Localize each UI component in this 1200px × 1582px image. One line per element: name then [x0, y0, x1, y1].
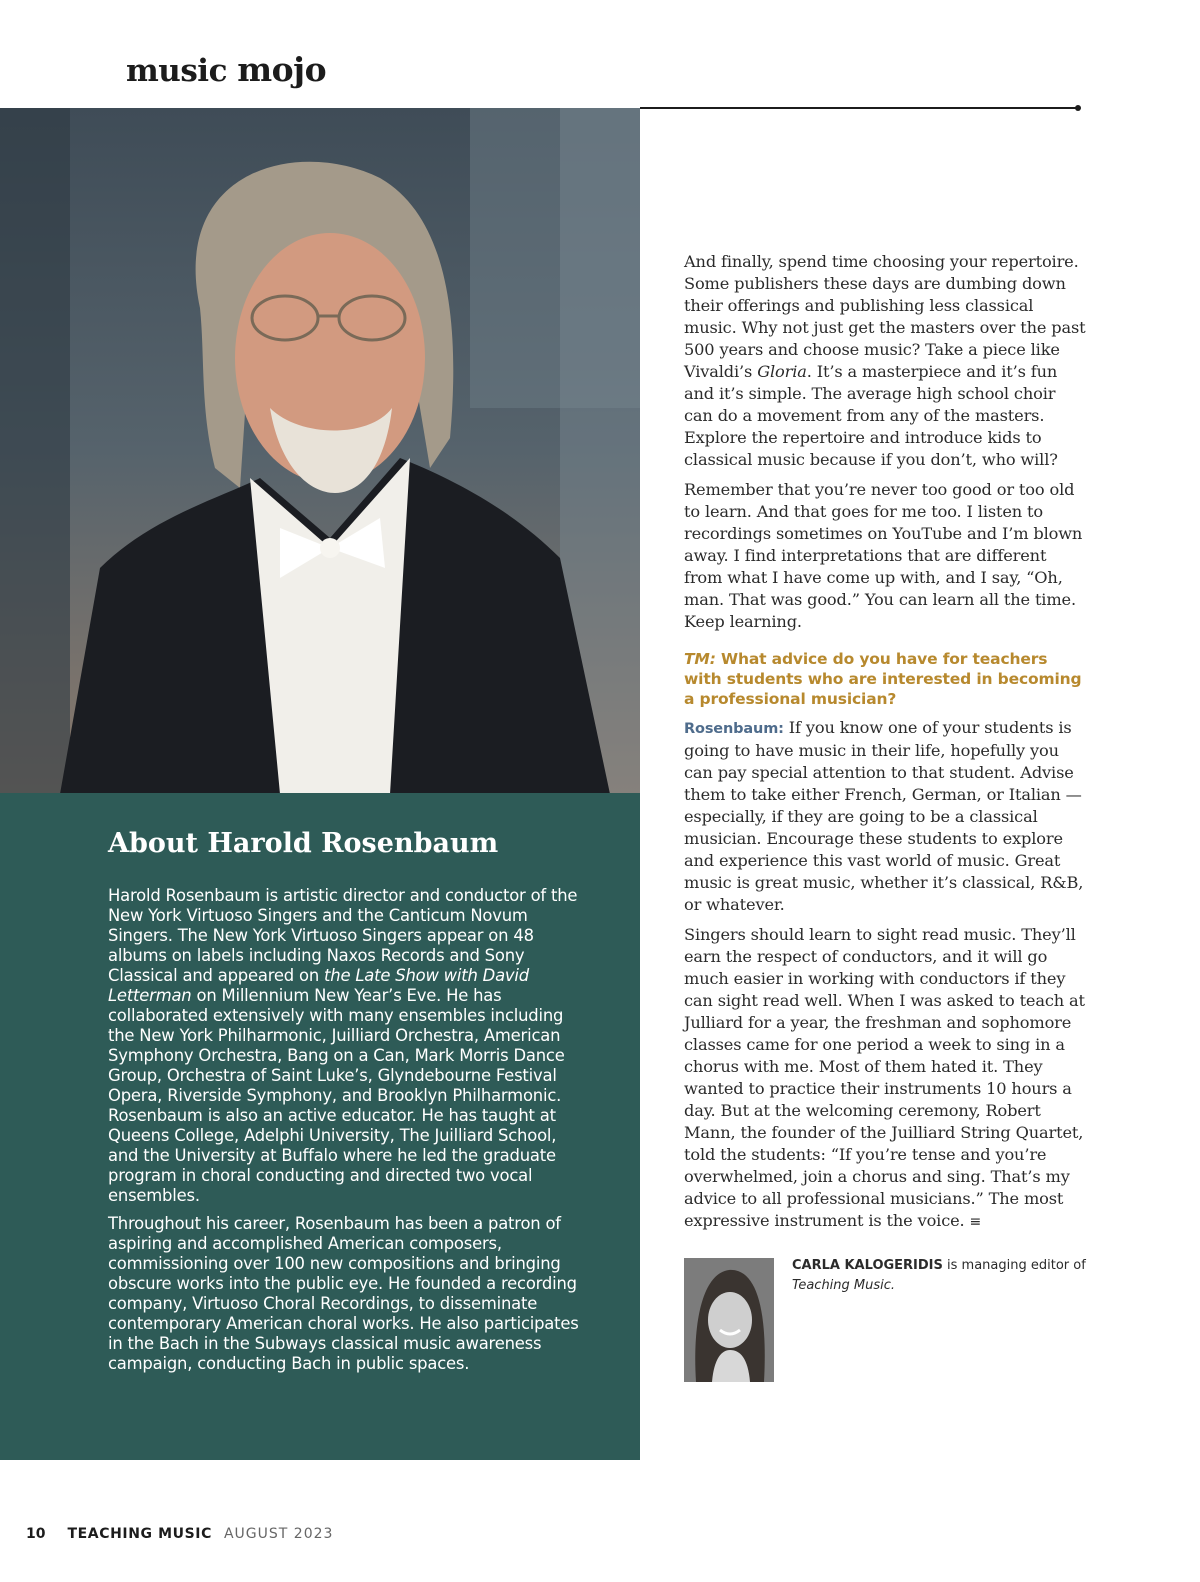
- interview-question: [684, 649, 1086, 709]
- masthead-logo: [126, 50, 326, 89]
- portrait-photo: [0, 108, 640, 794]
- author-bio: [792, 1256, 1092, 1296]
- masthead-part1: music: [126, 53, 238, 89]
- article-p1-a: And finally, spend time choosing your repertoire. Some publishers these days are dumbing down their offerings and publishing less classical music. Why not just get the masters over the past 500 years and choose music? Take a piece like Vivaldi’s: [684, 252, 1086, 381]
- masthead-part2: mojo: [237, 50, 327, 89]
- question-text: What advice do you have for teachers with students who are interested in becoming a professional musician?: [684, 650, 1082, 708]
- author-name: CARLA KALOGERIDIS: [792, 1258, 943, 1273]
- author-publication: Teaching Music.: [792, 1278, 896, 1293]
- about-p1-a: Harold Rosenbaum is artistic director and conductor of the New York Virtuoso Singers and the Canticum Novum Singers. The New York Virtuoso Singers appear on 48 albums on labels including Naxos Records and Sony Classical and appeared on: [108, 886, 578, 985]
- about-paragraph-2: Throughout his career, Rosenbaum has been a patron of aspiring and accomplished American composers, commissioning over 100 new compositions and bringing obscure works into the public eye. He founded a recording company, Virtuoso Choral Recordings, to disseminate contemporary American choral works. He also participates in the Bach in the Subways classical music awareness campaign, conducting Bach in public spaces.: [108, 1214, 579, 1373]
- p4-text: Singers should learn to sight read music. They’ll earn the respect of conductors, and it will go much easier in working with conductors if they can sight read well. When I was asked to teach at Julliard for a year, the freshman and sophomore classes came for one period a week to sing in a chorus with me. Most of them hated it. They wanted to practice their instruments 10 hours a day. But at the welcoming ceremony, Robert Mann, the founder of the Juilliard String Quartet, told the students: “If you’re tense and you’re overwhelmed, join a chorus and sing. That’s my advice to all professional musicians.” The most expressive instrument is the voice.: [684, 925, 1085, 1230]
- end-mark-icon: ≡: [969, 1214, 982, 1230]
- page-footer: [26, 1526, 333, 1542]
- speaker-label: Rosenbaum:: [684, 721, 784, 737]
- about-text: [108, 886, 583, 1382]
- about-title: About Harold Rosenbaum: [108, 828, 499, 859]
- rule-dot: [1075, 105, 1081, 111]
- article-paragraph-2: Remember that you’re never too good or too old to learn. And that goes for me too. I listen to recordings sometimes on YouTube and I’m blown away. I find interpretations that are different from what I have come up with, and I say, “Oh, man. That was good.” You can learn all the time. Keep learning.: [684, 480, 1083, 631]
- issue-date: AUGUST 2023: [223, 1526, 334, 1542]
- article-p1-em: Gloria: [757, 362, 807, 381]
- article-paragraph-4: [684, 924, 1086, 1233]
- about-p1-b: on Millennium New Year’s Eve. He has collaborated extensively with many ensembles including the New York Philharmonic, Juilliard Orchestra, American Symphony Orchestra, Bang on a Can, Mark Morris Dance Group, Orchestra of Saint Luke’s, Glyndebourne Festival Opera, Riverside Symphony, and Brooklyn Philharmonic. Rosenbaum is also an active educator. He has taught at Queens College, Adelphi University, The Juilliard School, and the University at Buffalo where he led the graduate program in choral conducting and directed two vocal ensembles.: [108, 986, 565, 1205]
- top-rule: [640, 107, 1078, 109]
- article-p1-b: . It’s a masterpiece and it’s fun and it’s simple. The average high school choir can do a movement from any of the masters. Explore the repertoire and introduce kids to classical music because if you don’t, who will?: [684, 362, 1058, 469]
- article-body: [684, 251, 1086, 1241]
- author-bio-text: is managing editor of: [942, 1258, 1086, 1273]
- about-paragraph-1: [108, 886, 583, 1206]
- article-paragraph-3: [684, 717, 1086, 916]
- article-paragraph-1: [684, 251, 1086, 471]
- page-number: 10: [26, 1526, 46, 1542]
- author-photo: [684, 1258, 774, 1382]
- question-prefix: TM:: [684, 650, 716, 668]
- about-p1-em: the Late Show with David Letterman: [108, 966, 529, 1005]
- magazine-name: TEACHING MUSIC: [67, 1526, 212, 1542]
- answer-text: If you know one of your students is going to have music in their life, hopefully you can pay special attention to that student. Advise them to take either French, German, or Italian — especially, if they are going to be a classical musician. Encourage these students to explore and experience this vast world of music. Great music is great music, whether it’s classical, R&B, or whatever.: [684, 718, 1084, 914]
